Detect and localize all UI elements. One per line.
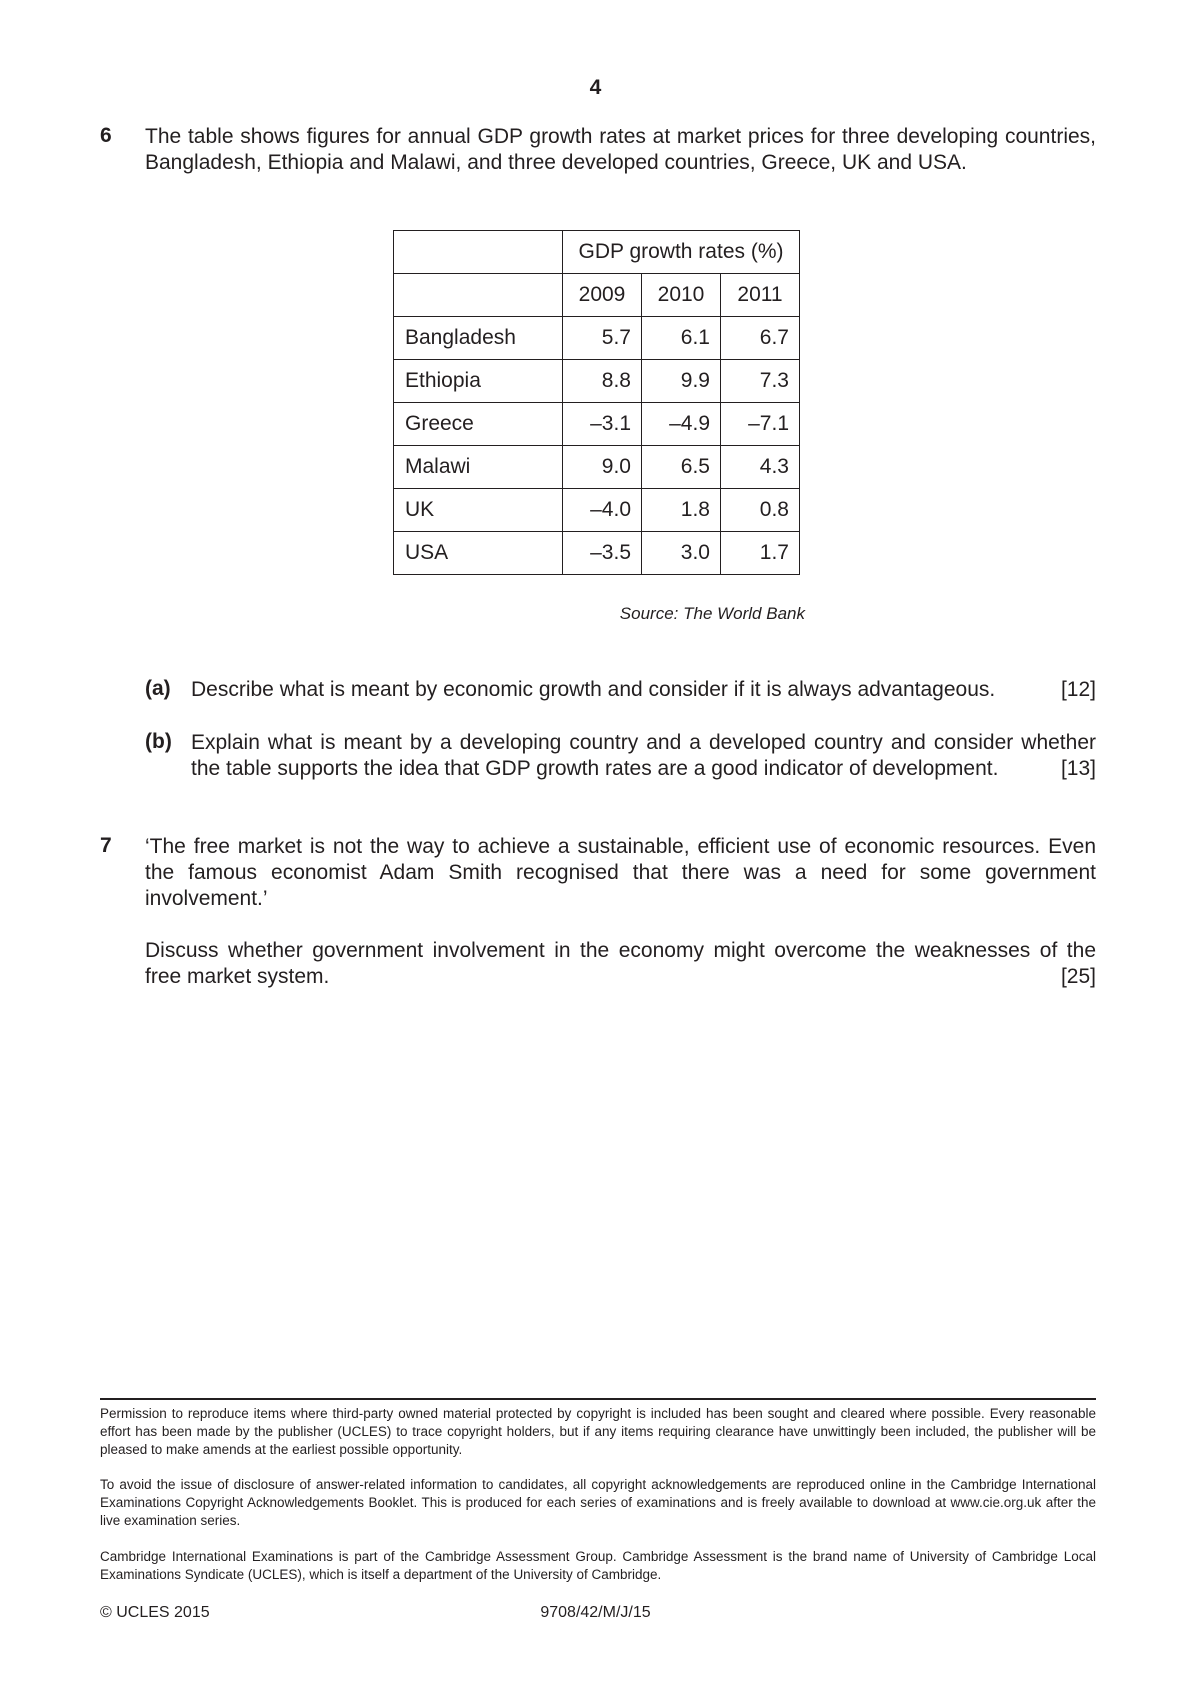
table-row [394,360,800,403]
value-cell: –7.1 [721,403,800,446]
question-7-task [145,938,1096,990]
year-2011: 2011 [721,274,800,317]
footer-divider [100,1398,1096,1400]
year-2010: 2010 [642,274,721,317]
part-b [191,730,1096,782]
question-7-marks: [25] [1060,965,1096,988]
country-cell: Bangladesh [394,317,563,360]
part-b-line-2 [191,756,1096,782]
value-cell: 9.9 [642,360,721,403]
question-6-number: 6 [100,124,112,147]
value-cell: 0.8 [721,489,800,532]
country-cell: UK [394,489,563,532]
table-source: Source: The World Bank [619,604,805,623]
value-cell: 6.5 [642,446,721,489]
table-row [394,446,800,489]
table-row [394,317,800,360]
table-years-row [394,274,800,317]
footer-paper-code: 9708/42/M/J/15 [540,1604,651,1621]
value-cell: –3.1 [563,403,642,446]
page-number: 4 [589,76,602,99]
question-7-number: 7 [100,834,112,857]
part-a [191,677,1096,703]
part-a-label: (a) [145,677,171,700]
table-row [394,403,800,446]
gdp-growth-table [393,230,800,575]
value-cell: 4.3 [721,446,800,489]
value-cell: 3.0 [642,532,721,575]
value-cell: 6.7 [721,317,800,360]
question-7-task-text: free market system. [145,965,330,988]
country-cell: Ethiopia [394,360,563,403]
value-cell: –4.9 [642,403,721,446]
part-b-line-1: Explain what is meant by a developing country and a developed country and consider whether [191,731,1096,754]
question-7-quote: ‘The free market is not the way to achieve a sustainable, efficient use of economic resources. Even the famous economist Adam Smith recognised that there was a need for some government involvement.’ [145,835,1096,910]
table-header: GDP growth rates (%) [563,231,800,274]
value-cell: –4.0 [563,489,642,532]
table-header-row [394,231,800,274]
part-a-line [191,677,1096,703]
country-cell: Malawi [394,446,563,489]
value-cell: 8.8 [563,360,642,403]
value-cell: 1.8 [642,489,721,532]
question-7-task-line-2 [145,964,1096,990]
footer-cambridge: Cambridge International Examinations is part of the Cambridge Assessment Group. Cambridge Assessment is the brand name of University of Cambridge Local Examinations Syndicate (UCLES), which is itself a department of the University of Cambridge. [100,1549,1096,1582]
part-b-label: (b) [145,730,172,753]
footer-permission: Permission to reproduce items where third-party owned material protected by copyright is included has been sought and cleared where possible. Every reasonable effort has been made by the publisher (UCLES) to trace copyright holders, but if any items requiring clearance have unwittingly been included, the publisher will be pleased to make amends at the earliest possible opportunity. [100,1406,1096,1457]
year-2009: 2009 [563,274,642,317]
footer-copyright: © UCLES 2015 [100,1604,210,1621]
table-row [394,532,800,575]
part-b-text: the table supports the idea that GDP growth rates are a good indicator of development. [191,757,999,780]
question-7-task-line-1: Discuss whether government involvement in the economy might overcome the weaknesses of the [145,939,1096,962]
country-cell: USA [394,532,563,575]
value-cell: 7.3 [721,360,800,403]
table-row [394,489,800,532]
table-corner-cell [394,274,563,317]
country-cell: Greece [394,403,563,446]
part-a-text: Describe what is meant by economic growth and consider if it is always advantageous. [191,678,996,701]
question-6-intro: The table shows figures for annual GDP growth rates at market prices for three developing countries, Bangladesh, Ethiopia and Malawi, and three developed countries, Greece, UK and USA. [145,125,1096,174]
value-cell: –3.5 [563,532,642,575]
part-b-marks: [13] [1060,757,1096,780]
value-cell: 1.7 [721,532,800,575]
value-cell: 9.0 [563,446,642,489]
part-a-marks: [12] [1060,678,1096,701]
value-cell: 6.1 [642,317,721,360]
table-corner-cell [394,231,563,274]
footer-disclosure: To avoid the issue of disclosure of answer-related information to candidates, all copyright acknowledgements are reproduced online in the Cambridge International Examinations Copyright Acknowledgements Booklet. This is produced for each series of examinations and is freely available to download at www.cie.org.uk after the live examination series. [100,1477,1096,1528]
value-cell: 5.7 [563,317,642,360]
